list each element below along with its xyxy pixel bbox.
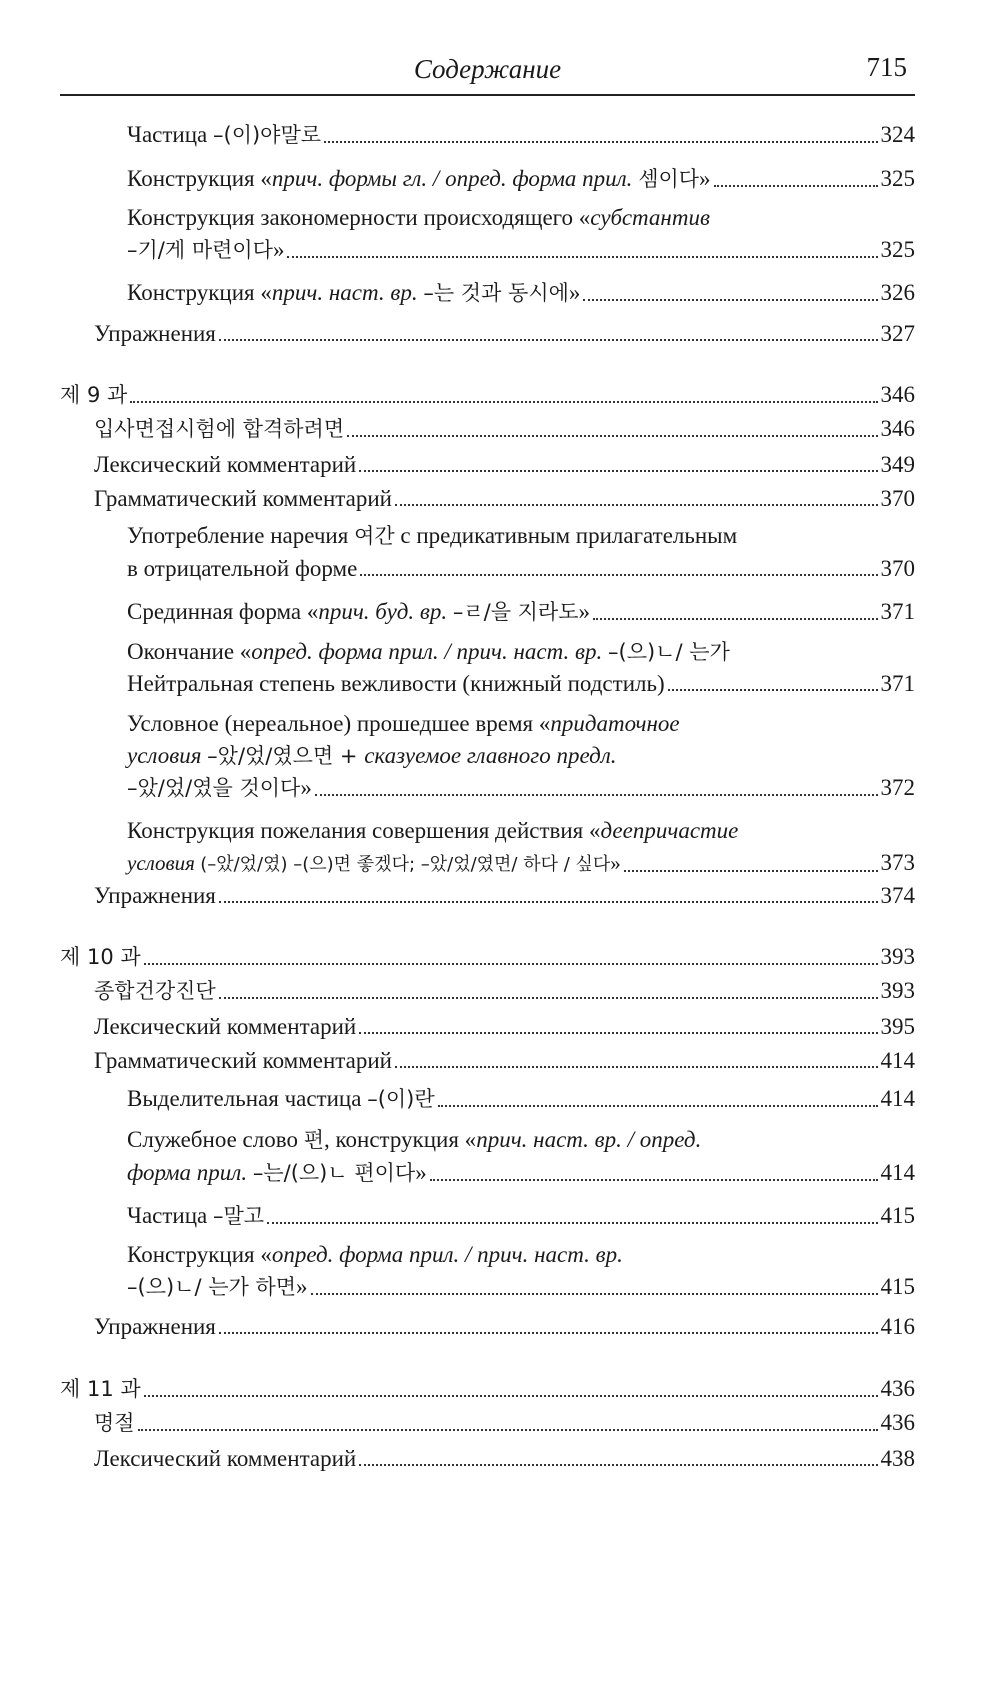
entry-korean-text: –았/었/였으면 + <box>207 744 365 768</box>
toc-entry-lesson[interactable] <box>60 378 915 412</box>
toc-entry[interactable] <box>127 1156 915 1190</box>
entry-text: Упражнения <box>94 321 216 346</box>
dot-leader <box>347 435 877 437</box>
entry-text: Грамматический комментарий <box>94 1048 392 1073</box>
toc-entry-line[interactable] <box>127 635 915 669</box>
entry-italic-text: деепричастие <box>600 818 739 843</box>
toc-entry-line[interactable] <box>127 519 915 553</box>
dot-leader <box>624 870 878 872</box>
dot-leader <box>359 1032 877 1034</box>
toc-entry[interactable] <box>127 233 915 267</box>
toc-entry[interactable] <box>127 846 915 881</box>
toc-entry[interactable] <box>94 1010 915 1043</box>
entry-text: Частица <box>127 1203 213 1228</box>
lesson-title: 제 10 과 <box>60 945 141 969</box>
toc-entry[interactable] <box>94 1044 915 1077</box>
entry-korean-text: –(으)ㄴ/ 는가 <box>608 640 730 664</box>
dot-leader <box>287 256 877 258</box>
entry-text: Грамматический комментарий <box>94 486 392 511</box>
dot-leader <box>219 901 878 903</box>
entry-text: Служебное слово <box>127 1127 304 1152</box>
entry-korean-text: –기/게 마련이다 <box>127 238 273 262</box>
toc-entry[interactable] <box>127 1199 915 1233</box>
entry-text: в отрицательной форме <box>127 556 358 581</box>
entry-korean-text: –(으)ㄴ/ 는가 하면 <box>127 1275 297 1299</box>
page-ref: 346 <box>880 416 915 441</box>
entry-korean-text: 종합건강진단 <box>94 979 216 1003</box>
entry-text: Конструкция « <box>127 280 272 305</box>
toc-entry[interactable] <box>127 1270 915 1304</box>
dot-leader <box>360 574 877 576</box>
toc-entry[interactable] <box>127 771 915 805</box>
entry-italic-text: прич. наст. вр. / опред. <box>476 1127 702 1152</box>
entry-korean-text: –ㄹ/을 지라도 <box>452 600 579 624</box>
toc-entry-lesson[interactable] <box>60 1372 915 1406</box>
dot-leader <box>395 1066 878 1068</box>
entry-italic-text: прич. формы гл. / опред. форма прил. <box>271 166 639 191</box>
entry-korean-text: –았/었/였을 것이다 <box>127 776 301 800</box>
entry-text: Выделительная частица <box>127 1086 368 1111</box>
entry-text: Конструкция пожелания совершения действия « <box>127 818 601 843</box>
entry-italic-text: прич. наст. вр. <box>271 280 424 305</box>
page-ref: 415 <box>880 1274 915 1299</box>
dot-leader <box>315 794 878 796</box>
entry-text: Нейтральная степень вежливости (книжный подстиль) <box>127 671 665 696</box>
dot-leader <box>668 689 878 691</box>
entry-italic-text: придаточное <box>550 711 680 736</box>
entry-text: » <box>578 599 591 624</box>
page-number: 715 <box>866 52 907 82</box>
entry-text: Упражнения <box>94 883 216 908</box>
toc-entry[interactable] <box>94 448 915 481</box>
entry-korean-text: –말고 <box>213 1204 265 1228</box>
page-ref: 393 <box>880 978 915 1003</box>
entry-text: » <box>415 1160 427 1185</box>
entry-italic-text: условия <box>127 851 201 875</box>
dot-leader <box>395 504 878 506</box>
entry-text: » <box>296 1274 308 1299</box>
entry-text: Упражнения <box>94 1314 216 1339</box>
lesson-title: 제 11 과 <box>60 1377 141 1401</box>
lesson-title: 제 9 과 <box>60 383 128 407</box>
toc-entry[interactable] <box>127 1082 915 1116</box>
page-header <box>60 48 915 96</box>
page-ref: 415 <box>880 1203 915 1228</box>
entry-italic-text: условия <box>127 743 208 768</box>
entry-korean-text: –는/(으)ㄴ 편이다 <box>252 1161 416 1185</box>
entry-italic-text: прич. буд. вр. <box>318 599 453 624</box>
toc-entry-line[interactable] <box>127 739 915 773</box>
dot-leader <box>219 339 878 341</box>
page-ref: 346 <box>880 382 915 407</box>
toc-entry-line[interactable] <box>127 814 915 847</box>
dot-leader <box>130 401 877 403</box>
entry-text: Конструкция « <box>127 166 272 191</box>
entry-text: Конструкция закономерности происходящего « <box>127 205 591 230</box>
entry-korean-text: (–았/었/였) –(으)면 좋겠다; –았/었/였면/ 하다 / 싶다 <box>200 854 611 875</box>
dot-leader <box>311 1293 878 1295</box>
page-ref: 393 <box>880 944 915 969</box>
page-ref: 414 <box>880 1086 915 1111</box>
toc-entry[interactable] <box>94 879 915 912</box>
entry-text: Окончание « <box>127 639 252 664</box>
entry-text: » <box>300 775 312 800</box>
page-ref: 325 <box>880 237 915 262</box>
toc-entry-line[interactable] <box>127 707 915 740</box>
dot-leader <box>144 1395 878 1397</box>
entry-text: Употребление наречия <box>127 523 355 548</box>
entry-korean-text: 입사면접시험에 합격하려면 <box>94 417 345 441</box>
dot-leader <box>583 299 877 301</box>
toc-entry[interactable] <box>127 276 915 310</box>
entry-text: Срединная форма « <box>127 599 319 624</box>
dot-leader <box>714 185 878 187</box>
page-ref: 373 <box>880 850 915 875</box>
toc-entry[interactable] <box>94 1406 915 1440</box>
toc-entry[interactable] <box>94 1310 915 1343</box>
toc-entry[interactable] <box>127 162 915 196</box>
page-ref: 436 <box>880 1410 915 1435</box>
entry-text: с предикативным прилагательным <box>394 523 738 548</box>
dot-leader <box>438 1105 878 1107</box>
page-ref: 371 <box>880 599 915 624</box>
toc-entry[interactable] <box>127 552 915 585</box>
entry-text: » <box>568 280 581 305</box>
entry-italic-text: опред. форма прил. / прич. наст. вр. <box>251 639 608 664</box>
dot-leader <box>219 997 878 999</box>
toc-entry[interactable] <box>94 974 915 1008</box>
dot-leader <box>359 470 877 472</box>
entry-korean-text: 명절 <box>94 1411 135 1435</box>
page-ref: 416 <box>880 1314 915 1339</box>
page-ref: 370 <box>880 556 915 581</box>
entry-text: Лексический комментарий <box>94 1446 357 1471</box>
entry-korean-text: 여간 <box>354 524 395 548</box>
page-ref: 414 <box>880 1048 915 1073</box>
page-ref: 324 <box>880 122 915 147</box>
page-ref: 327 <box>880 321 915 346</box>
entry-text: Лексический комментарий <box>94 1014 357 1039</box>
entry-text: , конструкция « <box>324 1127 477 1152</box>
entry-text: » <box>272 237 285 262</box>
page-ref: 438 <box>880 1446 915 1471</box>
entry-korean-text: 셈이다 <box>638 167 700 191</box>
dot-leader <box>593 618 877 620</box>
entry-korean-text: –(이)란 <box>367 1087 435 1111</box>
entry-text: » <box>699 166 711 191</box>
entry-italic-text: субстантив <box>590 205 710 230</box>
entry-text: Частица <box>127 122 213 147</box>
dot-leader <box>138 1429 878 1431</box>
dot-leader <box>430 1179 878 1181</box>
toc-entry[interactable] <box>127 595 915 629</box>
running-title: Содержание <box>413 54 562 84</box>
dot-leader <box>267 1222 877 1224</box>
page-ref: 374 <box>880 883 915 908</box>
toc-entry[interactable] <box>94 482 915 515</box>
entry-text: Конструкция « <box>127 1242 272 1267</box>
page-ref: 436 <box>880 1376 915 1401</box>
entry-korean-text: –(이)야말로 <box>213 123 322 147</box>
toc-entry-line[interactable] <box>127 1238 915 1271</box>
page-ref: 349 <box>880 452 915 477</box>
entry-text: Условное (нереальное) прошедшее время « <box>127 711 551 736</box>
toc-entry-lesson[interactable] <box>60 940 915 974</box>
page-ref: 414 <box>880 1160 915 1185</box>
page-ref: 371 <box>880 671 915 696</box>
toc-entry-line[interactable] <box>127 1123 915 1157</box>
entry-text: » <box>610 851 621 875</box>
page-ref: 395 <box>880 1014 915 1039</box>
toc-entry[interactable] <box>127 667 915 700</box>
dot-leader <box>144 963 878 965</box>
dot-leader <box>359 1464 877 1466</box>
toc-entry[interactable] <box>94 317 915 350</box>
entry-italic-text: опред. форма прил. / прич. наст. вр. <box>271 1242 623 1267</box>
page-ref: 326 <box>880 280 915 305</box>
entry-korean-text: 편 <box>303 1128 324 1152</box>
toc-entry[interactable] <box>94 1442 915 1475</box>
entry-italic-text: сказуемое главного предл. <box>364 743 617 768</box>
entry-italic-text: форма прил. <box>127 1160 253 1185</box>
toc-entry-line[interactable] <box>127 201 915 234</box>
entry-korean-text: –는 것과 동시에 <box>423 281 569 305</box>
dot-leader <box>324 141 877 143</box>
toc-entry[interactable] <box>127 118 915 152</box>
page-ref: 372 <box>880 775 915 800</box>
dot-leader <box>219 1332 878 1334</box>
toc-entry[interactable] <box>94 412 915 446</box>
entry-text: Лексический комментарий <box>94 452 357 477</box>
page-ref: 370 <box>880 486 915 511</box>
page-ref: 325 <box>880 166 915 191</box>
